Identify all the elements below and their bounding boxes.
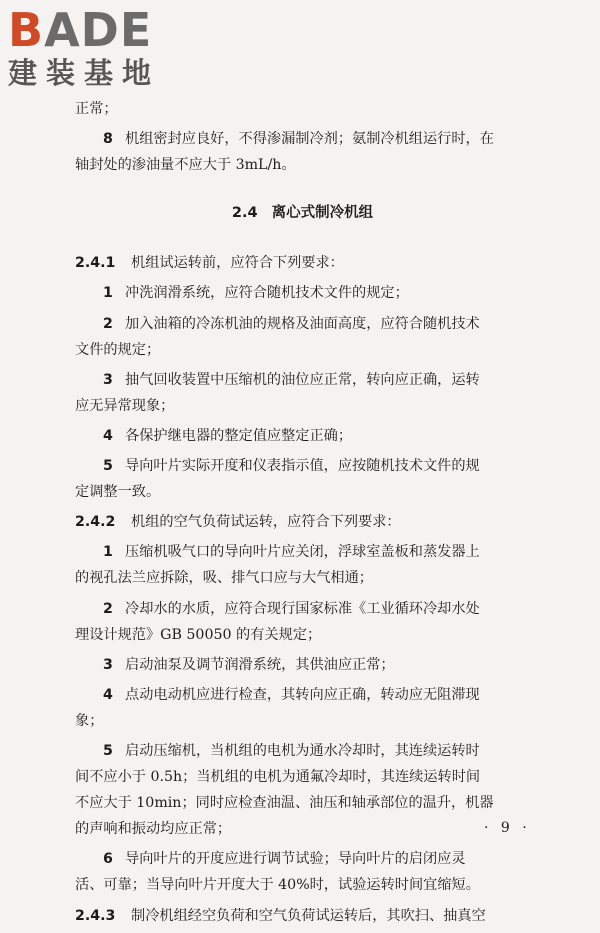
list-item: 4 点动电动机应进行检查，其转向应正确，转动应无阻滞现 象； [75,686,480,729]
list-item: 5 导向叶片实际开度和仪表指示值，应按随机技术文件的规 定调整一致。 [75,458,480,501]
list-item: 1 冲洗润滑系统，应符合随机技术文件的规定； [103,285,409,302]
item-8: 8 机组密封应良好，不得渗漏制冷剂；氨制冷机组运行时，在 轴封处的渗油量不应大于 3mL/h。 [75,126,530,178]
section-heading [75,200,530,226]
clause-number: 2.4.3 [75,907,116,924]
clause-2-4-3: 2.4.3 制冷机组经空负荷和空气负荷试运转后，其吹扫、抽真空 [75,903,530,929]
clause-number: 2.4.1 [75,255,116,272]
list-item: 1 压缩机吸气口的导向叶片应关闭，浮球室盖板和蒸发器上 的视孔法兰应拆除，吸、排气口应与大气相通； [75,544,480,587]
list-item: 3 启动油泵及调节润滑系统，其供油应正常； [103,656,395,673]
logo-wordmark: BADE [8,3,153,57]
clause-2-4-1: 2.4.1 机组试运转前，应符合下列要求： [75,250,530,276]
continued-text: 正常； [75,101,118,117]
logo [8,4,183,90]
logo-subtitle: 建装基地 [8,56,161,90]
item-number: 8 [103,131,113,148]
list-item: 4 各保护继电器的整定值应整定正确； [103,427,353,444]
clause-2-4-2: 2.4.2 机组的空气负荷试运转，应符合下列要求： [75,509,530,535]
clause-number: 2.4.2 [75,514,116,531]
list-item: 2 加入油箱的冷冻机油的规格及油面高度，应符合随机技术 文件的规定； [75,315,480,358]
list-item: 3 抽气回收装置中压缩机的油位应正常，转向应正确，运转 应无异常现象； [75,371,480,414]
list-item: 6 导向叶片的开度应进行调节试验；导向叶片的启闭应灵 活、可靠；当导向叶片开度大于 40%时，试验运转时间宜缩短。 [75,851,480,894]
section-number: 2.4 [231,205,258,222]
page-number: · 9 · [484,820,531,836]
section-title: 离心式制冷机组 [271,205,374,222]
list-item: 5 启动压缩机，当机组的电机为通水冷却时，其连续运转时 间不应小于 0.5h；当机组的电机为通氟冷却时，其连续运转时间 不应大于 10min；同时应检查油温、油压和轴承部位的温升，机器 的声响和振动均应正常； [75,742,494,838]
list-item: 2 冷却水的水质，应符合现行国家标准《工业循环冷却水处 理设计规范》GB 50050 的有关规定； [75,600,480,643]
document-page [75,96,530,933]
